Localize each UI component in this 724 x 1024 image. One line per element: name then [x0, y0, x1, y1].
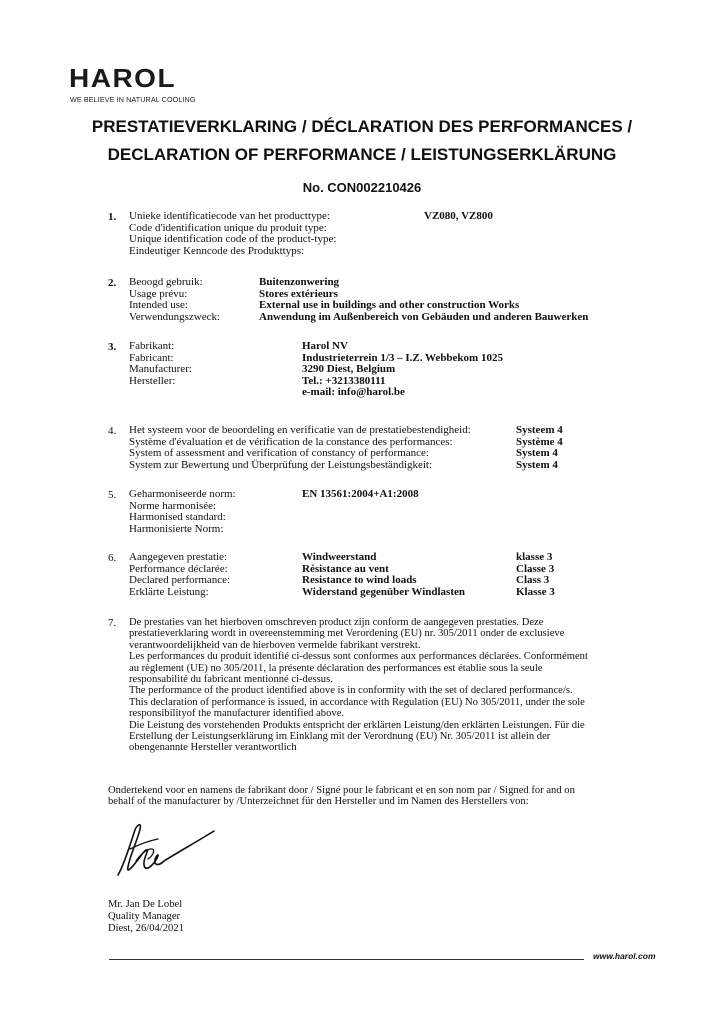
- section-3-label: Fabrikant:: [129, 340, 175, 352]
- performance-class: Class 3: [516, 574, 550, 586]
- brand-tagline: WE BELIEVE IN NATURAL COOLING: [70, 95, 196, 104]
- section-5-label: Geharmoniseerde norm:: [129, 488, 236, 500]
- manufacturer-city: 3290 Diest, Belgium: [302, 363, 396, 375]
- statement-line: responsabilité du fabricant mentionné ci-dessus.: [129, 674, 333, 686]
- section-7-number: 7.: [108, 617, 117, 629]
- section-4-label: Système d'évaluation et de vérification de la constance des performances:: [129, 435, 453, 448]
- statement-line: Die Leistung des vorstehenden Produkts entspricht der erklärten Leistung/den erklärten Leistungen. Für die: [129, 719, 585, 731]
- manufacturer-email: e-mail: info@harol.be: [302, 386, 405, 398]
- section-6-number: 6.: [108, 552, 117, 564]
- statement-line: Erstellung der Leistungserklärung im Einklang mit der Verordnung (EU) Nr. 305/2011 ist allein der: [129, 731, 551, 743]
- manufacturer-address: Industrieterrein 1/3 – I.Z. Webbekom 1025: [302, 351, 503, 364]
- statement-line: Les performances du produit identifié ci-dessus sont conformes aux performances déclarées. Conformément: [129, 651, 588, 663]
- section-6-label: Declared performance:: [129, 574, 231, 586]
- statement-line: au règlement (UE) no 305/2011, la présente déclaration des performances est établie sous la seule: [129, 662, 543, 674]
- signatory-name: Mr. Jan De Lobel: [108, 899, 183, 910]
- section-1-label: Unique identification code of the product-type:: [129, 233, 337, 245]
- signed-line: behalf of the manufacturer by /Unterzeichnet für den Hersteller und im Namen des Herstellers von:: [108, 796, 529, 808]
- intended-use-value: Buitenzonwering: [259, 276, 340, 288]
- section-1-label: Eindeutiger Kenncode des Produkttyps:: [129, 244, 305, 257]
- section-5-label: Norme harmonisée:: [129, 499, 217, 512]
- section-4-label: System zur Bewertung und Überprüfung der Leistungsbeständigkeit:: [129, 458, 433, 471]
- section-3-label: Fabricant:: [129, 351, 174, 364]
- harmonised-standard-value: EN 13561:2004+A1:2008: [302, 488, 419, 500]
- section-4-labels: [129, 425, 471, 471]
- section-5-label: Harmonised standard:: [129, 511, 226, 523]
- section-4-label: System of assessment and verification of constancy of performance:: [129, 447, 429, 459]
- section-3-number: 3.: [108, 341, 117, 353]
- section-1-labels: [129, 211, 336, 257]
- statement-line: The performance of the product identified above is in conformity with the set of declared performance/s.: [129, 685, 573, 697]
- statement-line: obengenannte Hersteller verantwortlich: [129, 742, 297, 754]
- performance-class: klasse 3: [516, 551, 553, 563]
- section-6-classes: [516, 552, 555, 598]
- statement-line: responsibilityof the manufacturer identified above.: [129, 708, 345, 720]
- section-5-label: Harmonisierte Norm:: [129, 522, 224, 535]
- section-4-number: 4.: [108, 425, 117, 437]
- section-2-number: 2.: [108, 277, 117, 289]
- statement-line: prestatieverklaring wordt in overeenstemming met Verordening (EU) nr. 305/2011 onder de exclusieve: [129, 628, 565, 640]
- section-5-number: 5.: [108, 489, 117, 501]
- section-1-number: 1.: [108, 211, 117, 223]
- section-6-label: Erklärte Leistung:: [129, 585, 209, 598]
- statement-line: This declaration of performance is issued, in accordance with Regulation (EU) No 305/2011, under the sole: [129, 696, 585, 708]
- section-6-values: [302, 552, 465, 598]
- section-2-label: Verwendungszweck:: [129, 310, 221, 323]
- section-2-labels: [129, 277, 220, 323]
- avcp-system-value: System 4: [516, 447, 558, 459]
- product-type-code: VZ080, VZ800: [424, 210, 493, 222]
- statement-line: De prestaties van het hierboven omschreven product zijn conform de aangegeven prestaties. Deze: [129, 617, 544, 628]
- harol-logo: HAROL: [69, 64, 177, 93]
- section-1-label: Unieke identificatiecode van het producttype:: [129, 210, 330, 222]
- section-6-label: Aangegeven prestatie:: [129, 551, 228, 563]
- footer-divider: [109, 959, 584, 960]
- page-title-line-1: PRESTATIEVERKLARING / DÉCLARATION DES PERFORMANCES /: [91, 117, 633, 136]
- section-3-labels: [129, 341, 192, 387]
- page-title-line-2: DECLARATION OF PERFORMANCE / LEISTUNGSERKLÄRUNG: [107, 145, 617, 164]
- footer-website: www.harol.com: [593, 951, 656, 961]
- performance-characteristic: Widerstand gegenüber Windlasten: [302, 585, 465, 598]
- section-6-labels: [129, 552, 230, 598]
- performance-characteristic: Résistance au vent: [302, 562, 389, 575]
- section-2-label: Intended use:: [129, 299, 188, 311]
- manufacturer-phone: Tel.: +3213380111: [302, 374, 386, 387]
- handwritten-signature: [110, 815, 220, 885]
- section-3-label: Manufacturer:: [129, 363, 192, 375]
- signatory-role: Quality Manager: [108, 910, 181, 922]
- section-5-labels: [129, 489, 236, 535]
- avcp-system-value: Systeem 4: [516, 424, 563, 436]
- intended-use-value: Stores extérieurs: [259, 287, 338, 300]
- section-3-label: Hersteller:: [129, 374, 176, 387]
- signed-line: Ondertekend voor en namens de fabrikant door / Signé pour le fabricant et en son nom par / Signed for and on: [108, 785, 575, 796]
- conformity-statement: [129, 617, 629, 754]
- section-2-values: [259, 277, 588, 323]
- section-2-label: Usage prévu:: [129, 287, 188, 300]
- performance-class: Classe 3: [516, 562, 555, 575]
- avcp-system-value: Système 4: [516, 435, 563, 448]
- section-2-label: Beoogd gebruik:: [129, 276, 203, 288]
- performance-class: Klasse 3: [516, 585, 555, 598]
- section-4-values: [516, 425, 563, 471]
- section-4-label: Het systeem voor de beoordeling en verificatie van de prestatiebestendigheid:: [129, 424, 471, 436]
- performance-characteristic: Windweerstand: [302, 551, 377, 563]
- signatory-block: [108, 899, 184, 934]
- section-6-label: Performance déclarée:: [129, 562, 228, 575]
- document-number: No. CON002210426: [302, 180, 422, 195]
- performance-characteristic: Resistance to wind loads: [302, 574, 417, 586]
- intended-use-value: External use in buildings and other construction Works: [259, 299, 520, 311]
- avcp-system-value: System 4: [516, 458, 558, 471]
- intended-use-value: Anwendung im Außenbereich von Gebäuden und anderen Bauwerken: [259, 310, 589, 323]
- manufacturer-name: Harol NV: [302, 340, 348, 352]
- manufacturer-details: [302, 341, 503, 399]
- statement-line: verantwoordelijkheid van de hierboven vermelde fabrikant verstrekt.: [129, 639, 421, 651]
- signatory-place-date: Diest, 26/04/2021: [108, 922, 184, 934]
- signed-on-behalf: [108, 785, 638, 808]
- section-1-label: Code d'identification unique du produit type:: [129, 221, 327, 234]
